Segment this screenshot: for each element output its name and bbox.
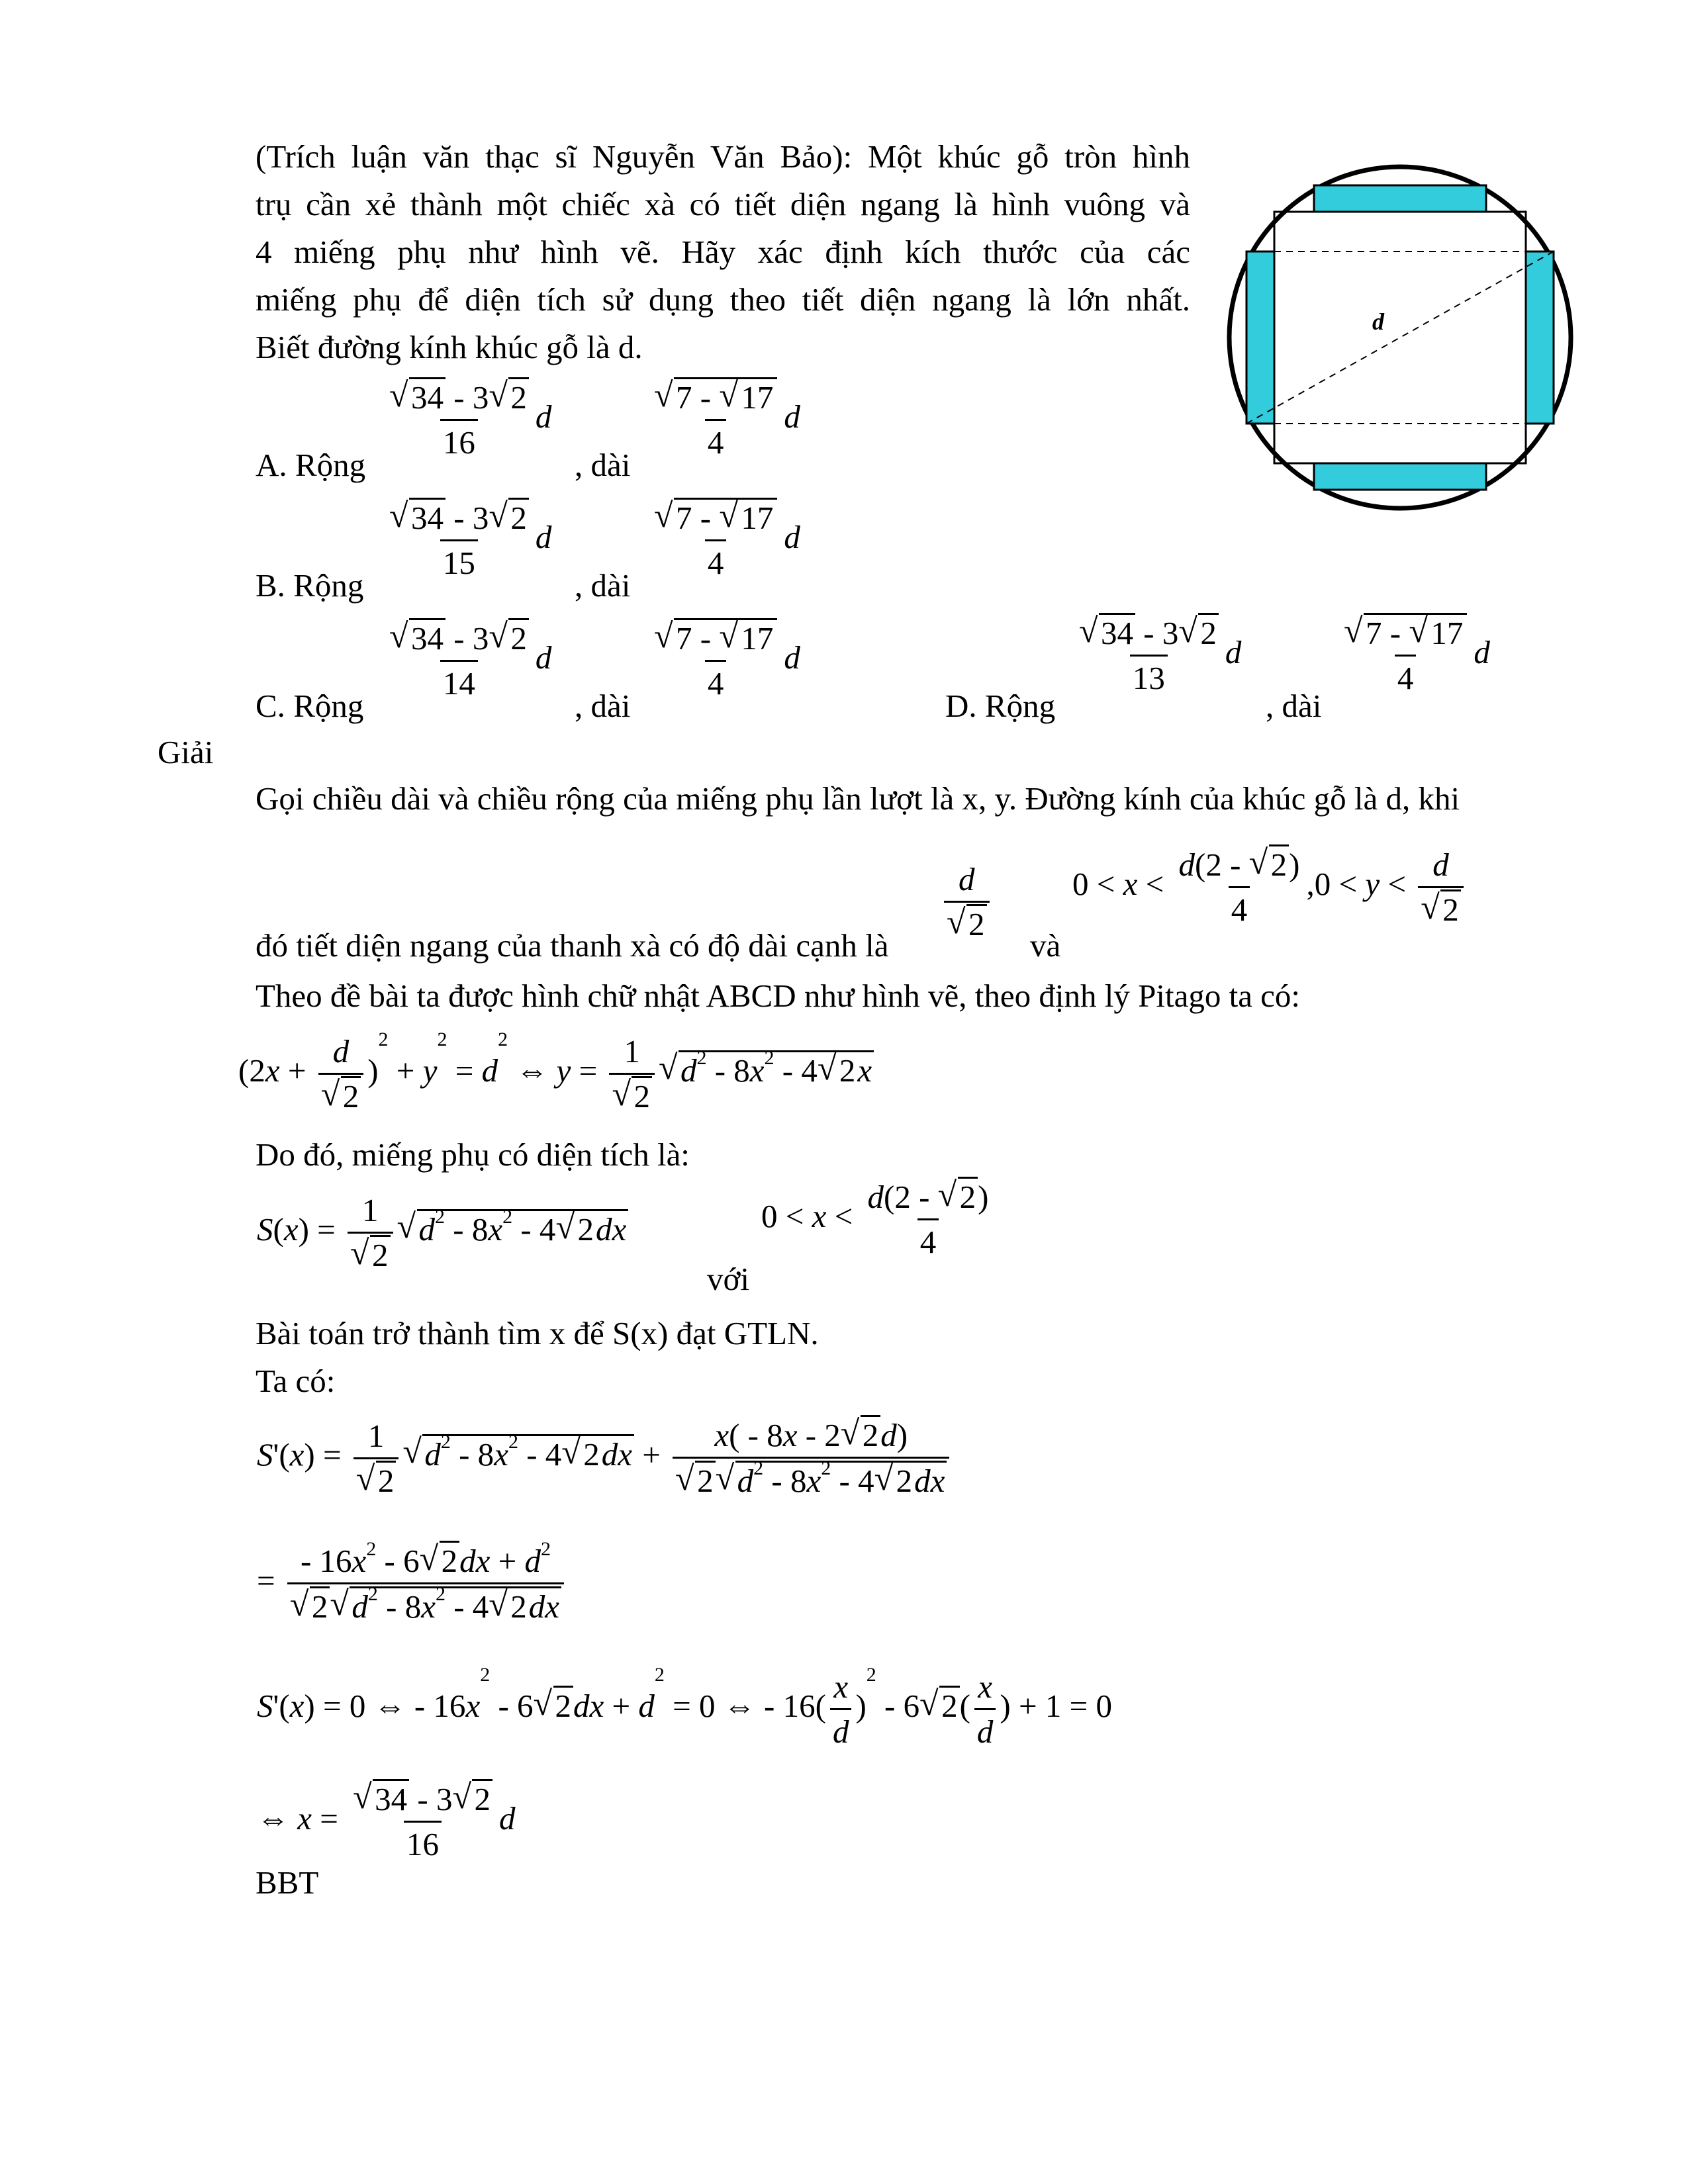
solution-p1: Gọi chiều dài và chiều rộng của miếng phụ lần lượt là x, y. Đường kính của khúc gỗ là d, khi <box>256 780 1460 817</box>
solution-p5: Bài toán trở thành tìm x để S(x) đạt GTLN. <box>256 1315 819 1351</box>
domain-inequality: 0 < x < $\frac{d(2 - √ 2)}{4}$ <box>761 1178 996 1261</box>
problem-line-1: (Trích luận văn thạc sĩ Nguyễn Văn Bảo): Một khúc gỗ tròn hình <box>256 138 1190 175</box>
problem-line-4: miếng phụ để diện tích sử dụng theo tiết diện ngang là lớn nhất. <box>256 281 1190 318</box>
derivative-simplified: = - $16x^2 - 6√$ $2dx + d^2$ √ 2√ $d^2 - 8x^2 - 4√$ 2dx <box>257 1542 568 1625</box>
log-cross-section-figure <box>1221 159 1579 516</box>
problem-line-3: 4 miếng phụ như hình vẽ. Hãy xác định kích thước của các <box>256 234 1190 270</box>
solution-p6: Ta có: <box>256 1363 336 1399</box>
problem-line-2: trụ cần xẻ thành một chiếc xà có tiết diện ngang là hình vuông và <box>256 186 1190 222</box>
bbt-label: BBT <box>256 1864 319 1901</box>
piece-left <box>1246 251 1274 424</box>
solution-heading: Giải <box>158 734 214 770</box>
solution-p3: Theo đề bài ta được hình chữ nhật ABCD như hình vẽ, theo định lý Pitago ta có: <box>256 978 1301 1014</box>
pythagoras-equation: (2x + d √ 2 )$^2 + y^2 = d^2$ ⇔ y = 1 √ 2 √ $d^2 - 8x^2 - 4√$ 2x <box>238 1032 874 1115</box>
diameter-label: d <box>1372 308 1384 335</box>
option-a-width-den: 16 <box>440 419 478 461</box>
range-formula: 0 < x < $\frac{d(2 - √ 2)}{4}$ ,0 < y < d √ 2 <box>1072 846 1468 929</box>
side-length-formula: d √ 2 <box>940 860 994 943</box>
derivative-zero-equation: S'(x) = 0 ⇔ - $16x^2 - 6√$ $2dx + d^2 = 0$ ⇔ - 16( $\frac{x}{d}$ )$^2$ - 6√ 2( $\frac{x}{d}$ ) + 1 = 0 <box>257 1668 1112 1751</box>
solution-p2a: đó tiết diện ngang của thanh xà có độ dài cạnh là <box>256 927 889 964</box>
piece-top <box>1314 185 1486 212</box>
solution-p4: Do đó, miếng phụ có diện tích là: <box>256 1136 690 1173</box>
piece-bottom <box>1314 463 1486 490</box>
area-function: S(x) = 1 √ 2 √ $d^2 - 8x^2 - 4√$ 2dx <box>257 1191 628 1274</box>
solution-x: ⇔ x = √ $\frac{34 - 3√ 2}{16}$ d <box>257 1780 515 1863</box>
with-label: với <box>707 1261 750 1297</box>
solution-p2b: và <box>1030 927 1061 964</box>
problem-line-5: Biết đường kính khúc gỗ là d. <box>256 329 643 365</box>
piece-right <box>1526 251 1554 424</box>
derivative-formula: S'(x) = 1 √ 2 √ $d^2 - 8x^2 - 4√$ 2dx + x( - 8x - 2√ 2d) √ 2√ $d^2 - 8x^2 - 4√$ 2dx <box>257 1416 953 1500</box>
